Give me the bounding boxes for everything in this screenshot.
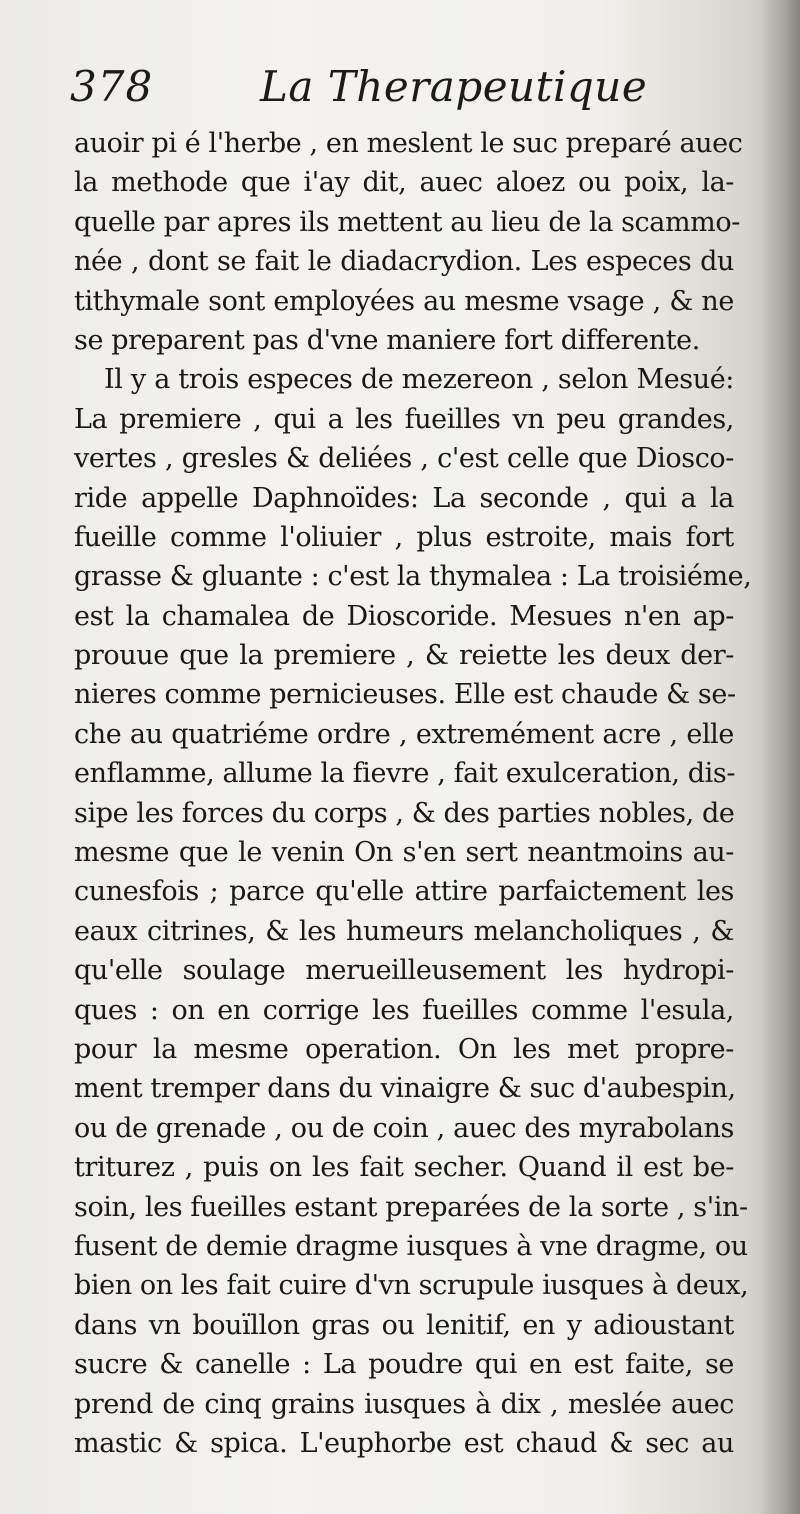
text-line: ment tremper dans du vinaigre & suc d'aubespin, — [74, 1073, 736, 1105]
text-line: est la chamalea de Dioscoride. Mesues n'en ap- — [74, 600, 734, 632]
text-line: prend de cinq grains iusques à dix , meslée auec — [74, 1388, 734, 1420]
text-line: ou de grenade , ou de coin , auec des myrabolans — [74, 1112, 734, 1144]
text-line: vertes , gresles & deliées , c'est celle que Diosco- — [74, 443, 734, 475]
page-number: 378 — [70, 62, 154, 111]
page-gutter-shadow — [760, 0, 800, 1514]
text-line: se preparent pas d'vne maniere fort differente. — [74, 324, 700, 356]
text-line: fusent de demie dragme iusques à vne dragme, ou — [74, 1230, 748, 1262]
page-header — [70, 58, 720, 118]
text-line: sucre & canelle : La poudre qui en est faite, se — [74, 1349, 734, 1381]
text-line: quelle par apres ils mettent au lieu de la scammo- — [74, 206, 740, 238]
text-line: soin, les fueilles estant preparées de la sorte , s'in- — [74, 1191, 748, 1223]
body-text — [74, 124, 752, 1463]
text-line: fueille comme l'oliuier , plus estroite, mais fort — [74, 521, 734, 553]
text-line: dans vn bouïllon gras ou lenitif, en y adioustant — [74, 1309, 734, 1341]
text-line: cunesfois ; parce qu'elle attire parfaictement les — [74, 876, 734, 908]
text-line: née , dont se fait le diadacrydion. Les especes du — [74, 246, 734, 278]
running-head: La Therapeutique — [260, 62, 648, 111]
text-line: nieres comme pernicieuses. Elle est chaude & se- — [74, 679, 736, 711]
text-line: ride appelle Daphnoïdes: La seconde , qui a la — [74, 482, 734, 514]
text-line: eaux citrines, & les humeurs melancholiques , & — [74, 915, 734, 947]
text-line: mesme que le venin On s'en sert neantmoins au- — [74, 837, 734, 869]
text-line: qu'elle soulage merueilleusement les hydropi- — [74, 955, 734, 987]
text-line: triturez , puis on les fait secher. Quand il est be- — [74, 1152, 734, 1184]
text-line: auoir pi é l'herbe , en meslent le suc preparé auec — [74, 128, 743, 159]
text-line: la methode que i'ay dit, auec aloez ou poix, la- — [74, 167, 734, 199]
text-line: sipe les forces du corps , & des parties nobles, de — [74, 797, 735, 829]
text-line: La premiere , qui a les fueilles vn peu grandes, — [74, 403, 734, 435]
text-line: ques : on en corrige les fueilles comme l'esula, — [74, 994, 734, 1026]
text-line: enflamme, allume la fievre , fait exulceration, dis- — [74, 758, 736, 790]
text-line: mastic & spica. L'euphorbe est chaud & sec au — [74, 1427, 734, 1459]
text-line: tithymale sont employées au mesme vsage , & ne — [74, 285, 734, 317]
text-line: grasse & gluante : c'est la thymalea : La troisiéme, — [74, 561, 752, 593]
text-line: bien on les fait cuire d'vn scrupule iusques à deux, — [74, 1270, 749, 1302]
text-line: prouue que la premiere , & reiette les deux der- — [74, 640, 734, 672]
text-line: che au quatriéme ordre , extremément acre , elle — [74, 718, 734, 750]
text-line: Il y a trois especes de mezereon , selon Mesué: — [104, 364, 734, 396]
text-line: pour la mesme operation. On les met propre- — [74, 1033, 734, 1065]
